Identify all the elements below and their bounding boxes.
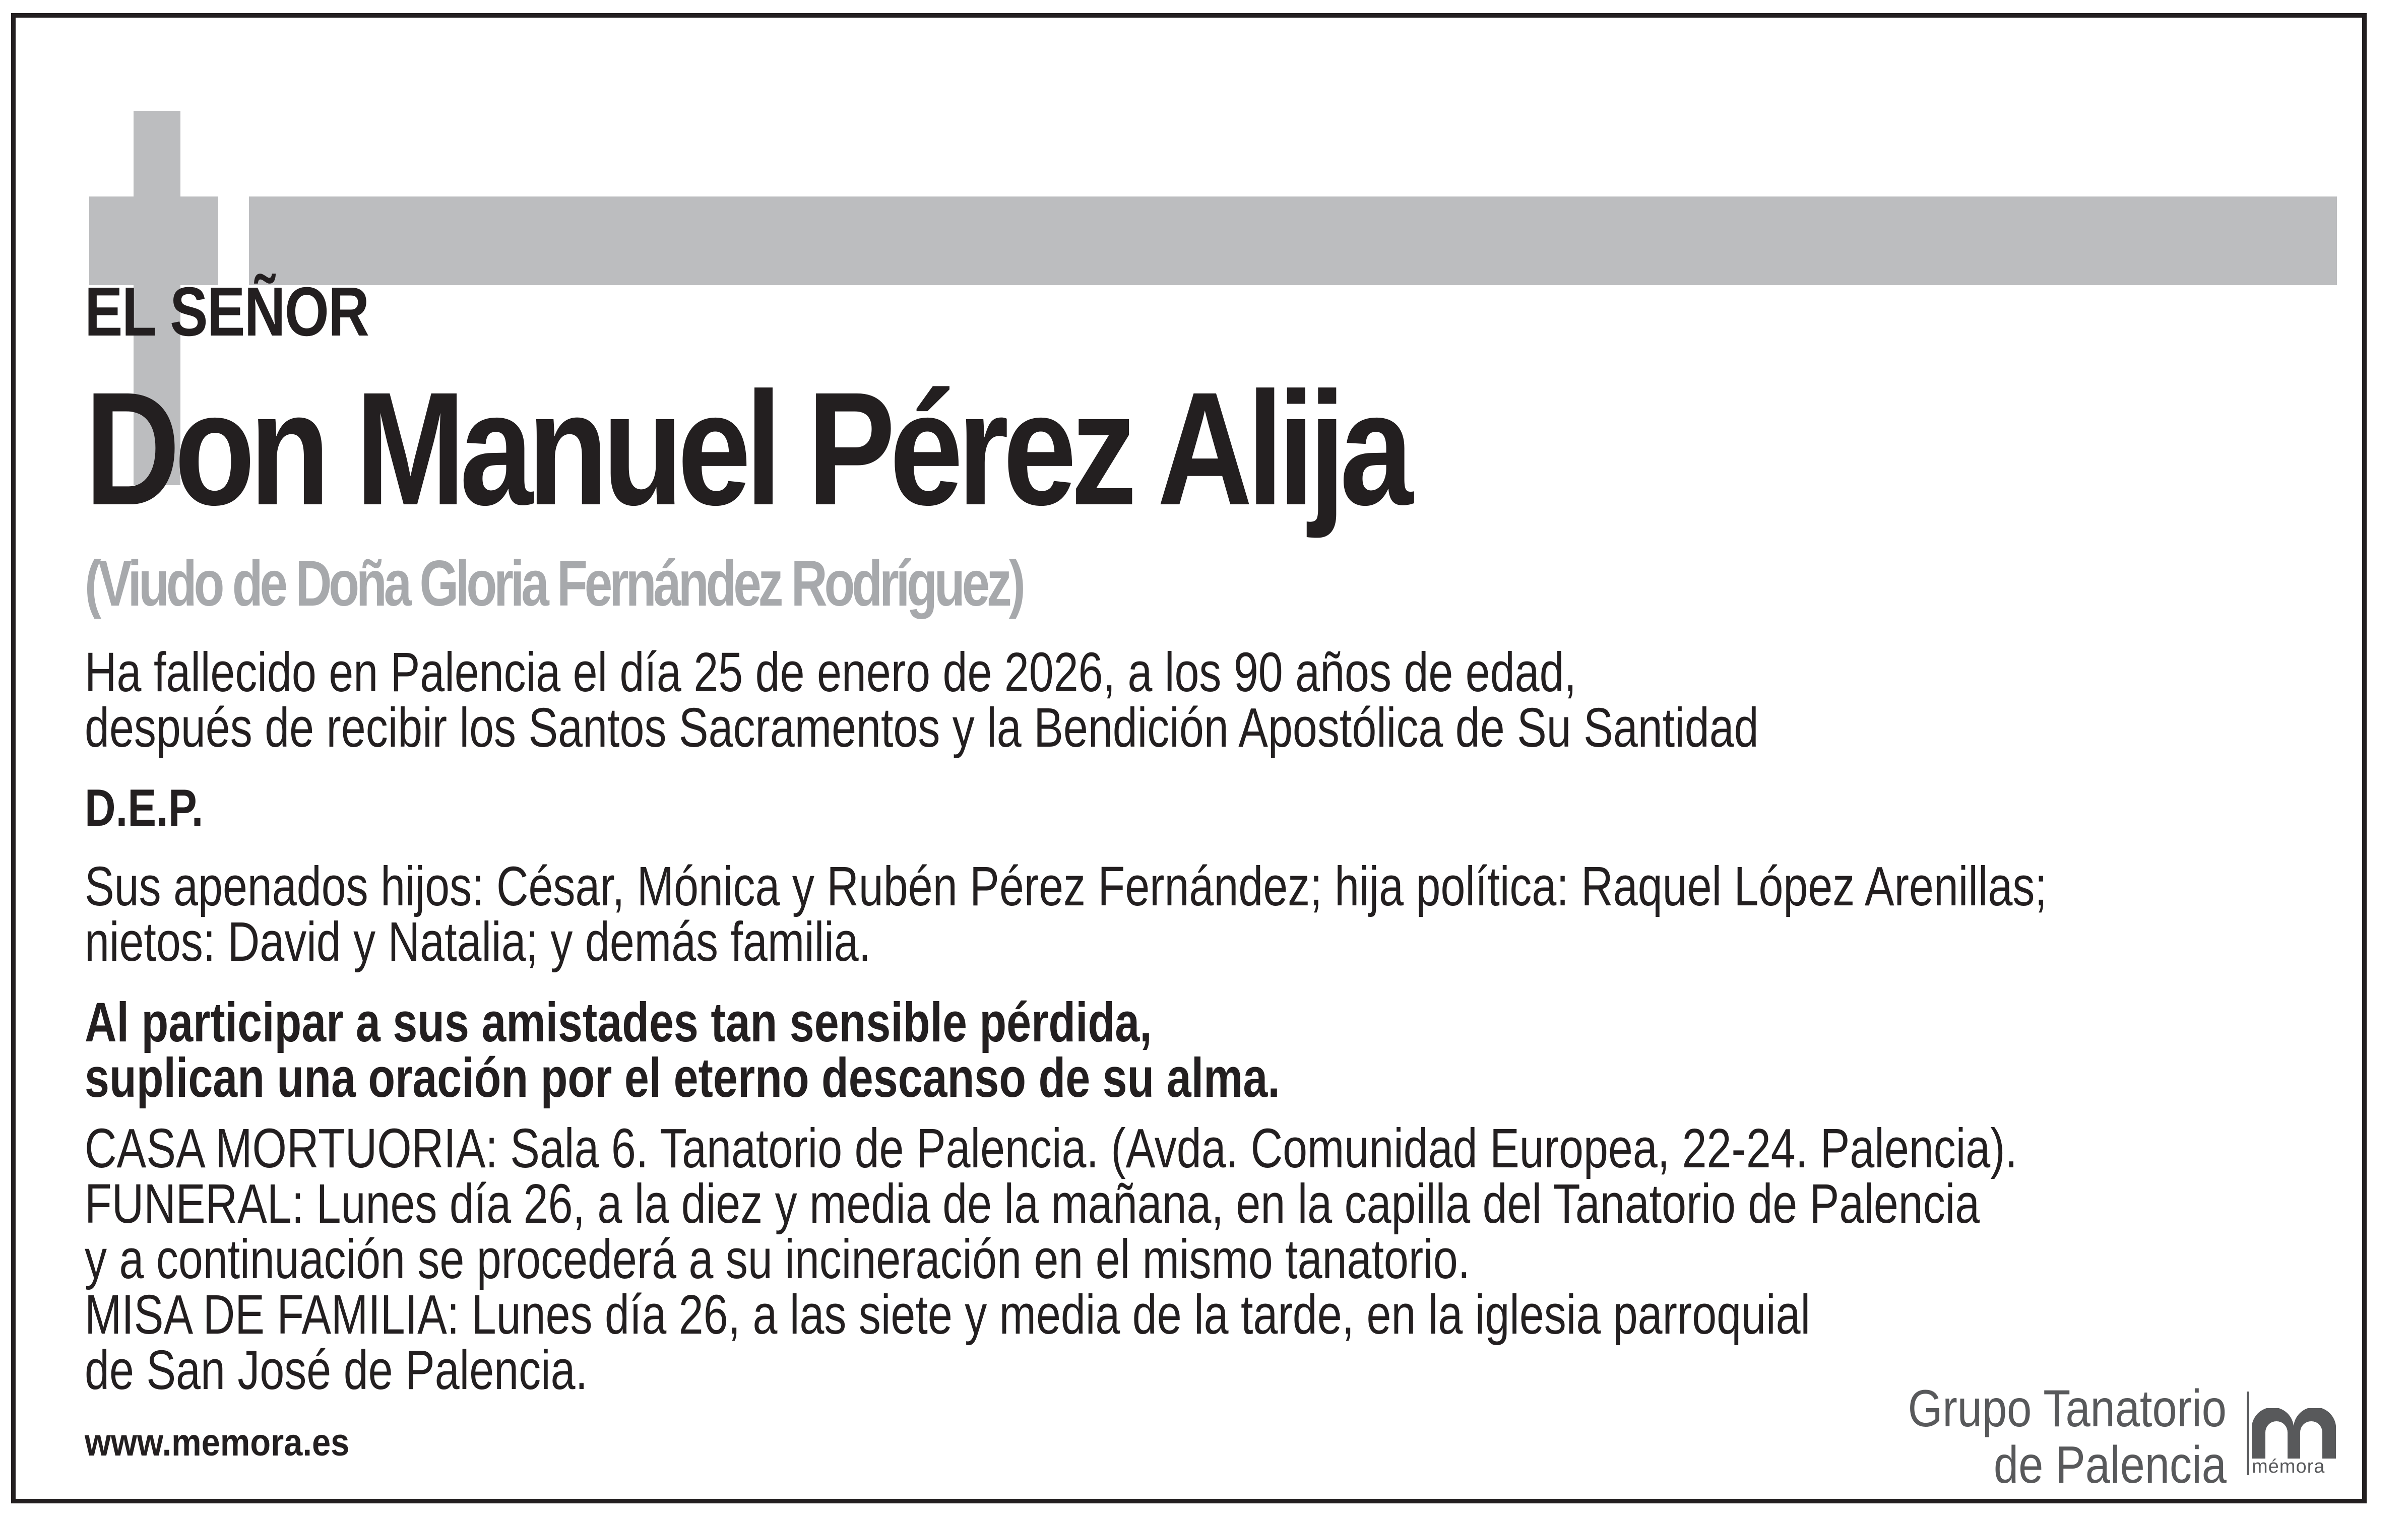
text-line: CASA MORTUORIA: Sala 6. Tanatorio de Palencia. (Avda. Comunidad Europea, 22-24. Palencia). bbox=[85, 1117, 2017, 1179]
heading: EL SEÑOR bbox=[85, 273, 369, 351]
text-line: Sus apenados hijos: César, Mónica y Rubén Pérez Fernández; hija política: Raquel López Arenillas; bbox=[85, 855, 2047, 917]
widow-line: (Viudo de Doña Gloria Fernández Rodríguez) bbox=[85, 548, 1023, 620]
dep-label: D.E.P. bbox=[85, 779, 204, 837]
text-line: nietos: David y Natalia; y demás familia. bbox=[85, 911, 871, 973]
deceased-name: Don Manuel Pérez Alija bbox=[85, 358, 1408, 539]
text-line: de San José de Palencia. bbox=[85, 1339, 588, 1401]
header-rule bbox=[249, 196, 2337, 285]
text-line: y a continuación se procederá a su incineración en el mismo tanatorio. bbox=[85, 1228, 1471, 1290]
text-line: suplican una oración por el eterno descanso de su alma. bbox=[85, 1047, 1280, 1109]
text-line: de Palencia bbox=[1994, 1436, 2227, 1494]
text-line: Grupo Tanatorio bbox=[1908, 1379, 2227, 1438]
death-announcement bbox=[85, 641, 1759, 759]
logo-divider bbox=[2247, 1392, 2249, 1475]
text-line: MISA DE FAMILIA: Lunes día 26, a las siete y media de la tarde, en la iglesia parroquial bbox=[85, 1284, 1811, 1346]
text-line: Ha fallecido en Palencia el día 25 de enero de 2026, a los 90 años de edad, bbox=[85, 641, 1576, 703]
funeral-home-name bbox=[1908, 1380, 2227, 1493]
family-list bbox=[85, 855, 2047, 973]
text-line: Al participar a sus amistades tan sensible pérdida, bbox=[85, 992, 1152, 1053]
memora-wordmark: mémora bbox=[2252, 1456, 2325, 1477]
text-line: FUNERAL: Lunes día 26, a la diez y media de la mañana, en la capilla del Tanatorio de Palencia bbox=[85, 1173, 1980, 1235]
website-link[interactable]: www.memora.es bbox=[85, 1421, 350, 1464]
memora-logo-icon bbox=[2252, 1408, 2336, 1459]
prayer-request bbox=[85, 992, 1280, 1109]
text-line: después de recibir los Santos Sacramentos y la Bendición Apostólica de Su Santidad bbox=[85, 697, 1759, 759]
service-details bbox=[85, 1117, 2017, 1401]
